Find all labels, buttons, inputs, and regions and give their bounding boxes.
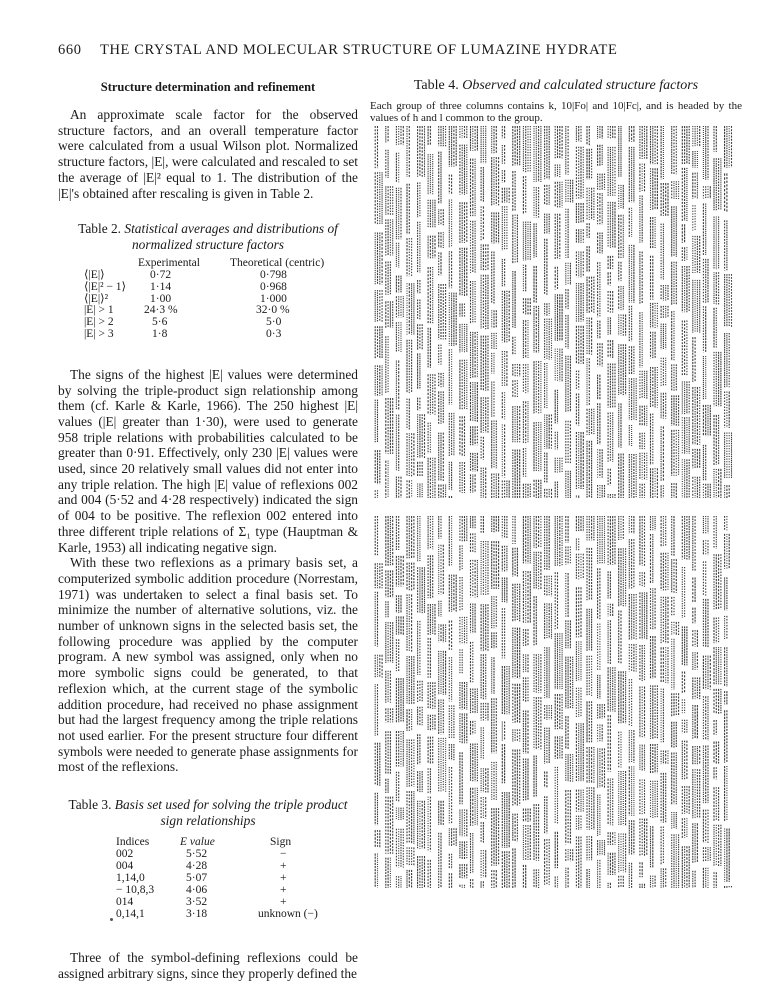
table-row [116,896,318,908]
paragraph-1: An approximate scale factor for the observed structure factors, and an overall temperature factor were calculated from a usual Wilson plot. Normalized structure factors, |E|, were calculated and rescaled to set the average of |E|² equal to 1. The distribution of the |E|'s obtained after rescaling is given in Table 2. [58,107,358,201]
table2-title: Statistical averages and distributions of normalized structure factors [124,221,338,252]
table2-theo: 5·0 [266,316,282,329]
table-row [84,329,324,341]
table2-col-theoretical: Theoretical (centric) [230,257,325,270]
table2-theo: 0·3 [266,328,282,340]
table2-theo: 0·968 [260,280,287,293]
table2-stat: |E| > 2 [84,316,114,329]
paragraph-4: Three of the symbol-defining reflexions could be assigned arbitrary signs, since they properly defined the [58,950,358,981]
paragraph-3: With these two reflexions as a primary basis set, a computerized symbolic addition procedure (Norrestam, 1971) was undertaken to select a final basis set. To minimize the number of alternative solutions, viz. the number of unknown signs in the selected basis set, the following procedure was applied by the computer program. A new symbol was assigned, only when no more symbolic signs could be generated, to that reflexion which, at the current stage of the symbolic addition procedure, had received no phase assignment but had the largest frequency among the triple relations not used earlier. For the present structure four different symbols were needed to generate phase assignments for most of the reflexions. [58,555,358,775]
table3-col-indices: Indices [116,836,150,849]
table3-e: 5·07 [186,872,208,885]
table3-indices: 002 [116,848,134,861]
table-row [116,908,318,920]
table-row [116,872,318,884]
table-row [116,884,318,896]
table4-note: Each group of three columns contains k, 10|Fo| and 10|Fc|, and is headed by the values of h and l common to the group. [370,100,742,124]
table3-indices: 004 [116,860,134,873]
table2-theo: 0·798 [260,269,287,282]
table2-exp: 24·3 % [144,304,178,317]
table3-col-e: E value [180,836,215,849]
table3-indices: 014 [116,896,134,909]
running-header [58,42,738,59]
paragraph-2: The signs of the highest |E| values were determined by solving the triple-product sign relationship among them (cf. Karle & Karle, 1966). The 250 highest |E| values (|E| greater than 1·30), were used to generate 958 triple relations with probabilities calculated to be greater than 0·91. Effectively, only 230 |E| values were used, since 20 relatively small values did not enter into any triple relation. The high |E| value of reflexions 002 and 004 (5·52 and 4·28 respectively) indicated the sign of 004 to be positive. The reflexion 002 entered into three different triple relations of Σ₁ type (Hauptman & Karle, 1953) all indicating negative sign. [58,366,358,555]
right-column [370,78,742,124]
table3-col-sign: Sign [270,836,292,849]
page-number: 660 [58,42,82,58]
table3-caption [58,797,358,828]
table-row [116,860,318,872]
table2-label: Table 2. [78,221,122,237]
table3-label: Table 3. [68,797,112,813]
section-heading: Structure determination and refinement [100,80,316,94]
table-row [84,305,324,317]
table2-exp: 0·72 [150,269,172,282]
table2-stat: ⟨|E|⟩ [84,269,105,282]
table3-sign: + [280,872,287,885]
table2-exp: 1·14 [150,280,172,293]
table2-theo: 32·0 % [256,304,290,317]
left-column [58,78,358,981]
table4-label: Table 4. [413,78,459,93]
structure-factor-table-image [373,122,733,892]
table3-e: 3·18 [186,908,208,921]
table3-sign: + [280,884,287,897]
table3 [116,836,318,920]
table4-title: Observed and calculated structure factors [462,78,699,93]
table2-stat: |E| > 3 [84,328,114,340]
table3-e: 4·28 [186,860,208,873]
table3-e: 5·52 [186,848,208,861]
table2-col-experimental: Experimental [138,257,200,270]
table-row [84,317,324,329]
table4-caption [370,78,742,94]
table2-caption [58,221,358,252]
table3-indices: 0,14,1 [116,908,145,921]
table2-stat: ⟨|E|⟩² [84,292,109,305]
table3-indices: − 10,8,3 [116,884,155,897]
table2-exp: 1·8 [152,328,168,340]
table3-e: 3·52 [186,896,208,909]
footer-mark [110,918,113,921]
table2-stat: ⟨|E|² − 1⟩ [84,280,127,293]
table3-sign: + [280,860,287,873]
table3-e: 4·06 [186,884,208,897]
table2-stat: |E| > 1 [84,304,114,317]
table2 [84,258,324,341]
table3-sign: − [280,848,287,861]
running-title: THE CRYSTAL AND MOLECULAR STRUCTURE OF LUMAZINE HYDRATE [100,42,618,58]
table-row [84,282,324,294]
table3-sign: unknown (−) [258,908,318,921]
table3-sign: + [280,896,287,909]
table-row [116,848,318,860]
table3-indices: 1,14,0 [116,872,145,885]
table2-theo: 1·000 [260,292,287,305]
table2-exp: 1·00 [150,292,172,305]
table3-title: Basis set used for solving the triple product sign relationships [114,797,348,828]
table2-exp: 5·6 [152,316,168,329]
